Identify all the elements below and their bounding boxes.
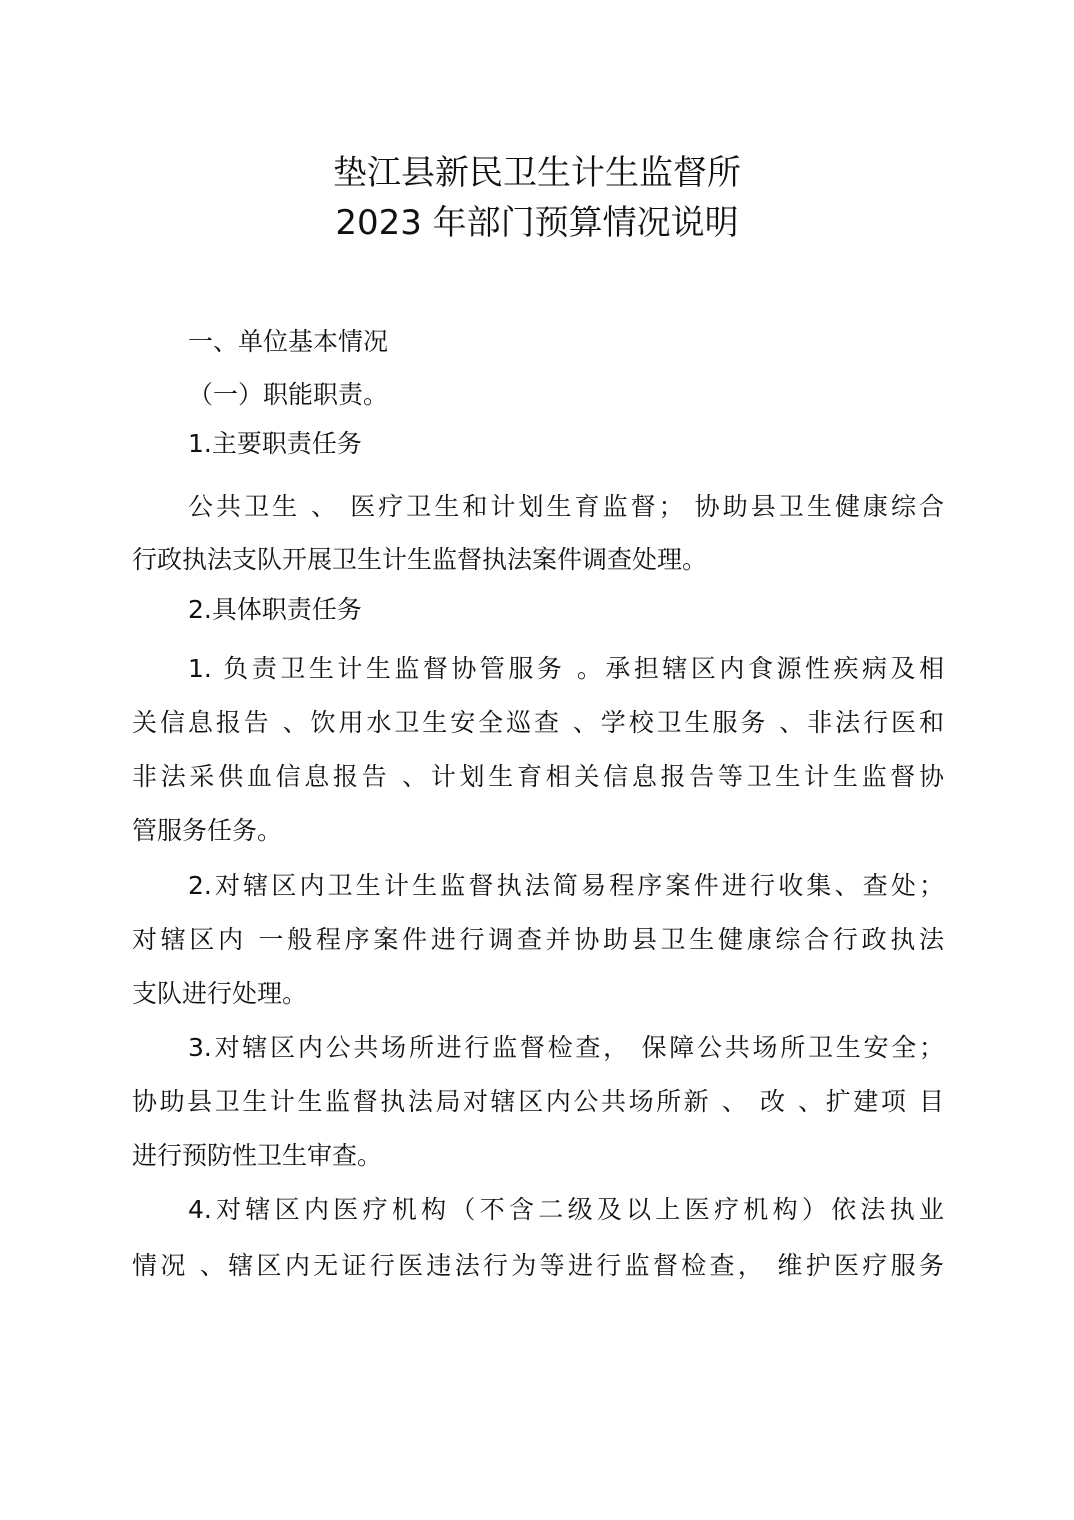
paragraph-line: 非法采供血信息报告 、计划生育相关信息报告等卫生计生监督协 bbox=[132, 762, 944, 791]
paragraph-line: 支队进行处理。 bbox=[132, 979, 308, 1008]
paragraph-line: 行政执法支队开展卫生计生监督执法案件调查处理。 bbox=[132, 545, 708, 574]
paragraph-line: 情况 、辖区内无证行医违法行为等进行监督检查， 维护医疗服务 bbox=[132, 1251, 944, 1280]
paragraph-line: 公共卫生 、 医疗卫生和计划生育监督； 协助县卫生健康综合 bbox=[188, 492, 944, 521]
document-title-line1: 垫江县新民卫生计生监督所 bbox=[333, 153, 741, 193]
paragraph-line: 3.对辖区内公共场所进行监督检查， 保障公共场所卫生安全； bbox=[188, 1033, 944, 1062]
subsection-heading: （一）职能职责。 bbox=[188, 380, 389, 409]
paragraph-line: 4.对辖区内医疗机构（不含二级及以上医疗机构）依法执业 bbox=[188, 1195, 944, 1224]
paragraph-line: 对辖区内 一般程序案件进行调查并协助县卫生健康综合行政执法 bbox=[132, 925, 944, 954]
item-heading-main-duties: 1.主要职责任务 bbox=[188, 429, 362, 458]
paragraph-line: 进行预防性卫生审查。 bbox=[132, 1141, 383, 1170]
document-title-line2: 2023 年部门预算情况说明 bbox=[335, 203, 739, 243]
section-heading: 一、单位基本情况 bbox=[188, 327, 389, 356]
paragraph-line: 协助县卫生计生监督执法局对辖区内公共场所新 、 改 、扩建项 目 bbox=[132, 1087, 944, 1116]
paragraph-line: 关信息报告 、饮用水卫生安全巡查 、学校卫生服务 、非法行医和 bbox=[132, 708, 944, 737]
paragraph-line: 管服务任务。 bbox=[132, 816, 283, 845]
paragraph-line: 1. 负责卫生计生监督协管服务 。承担辖区内食源性疾病及相 bbox=[188, 654, 944, 683]
item-heading-specific-duties: 2.具体职责任务 bbox=[188, 595, 362, 624]
paragraph-line: 2.对辖区内卫生计生监督执法简易程序案件进行收集、查处； bbox=[188, 871, 944, 900]
